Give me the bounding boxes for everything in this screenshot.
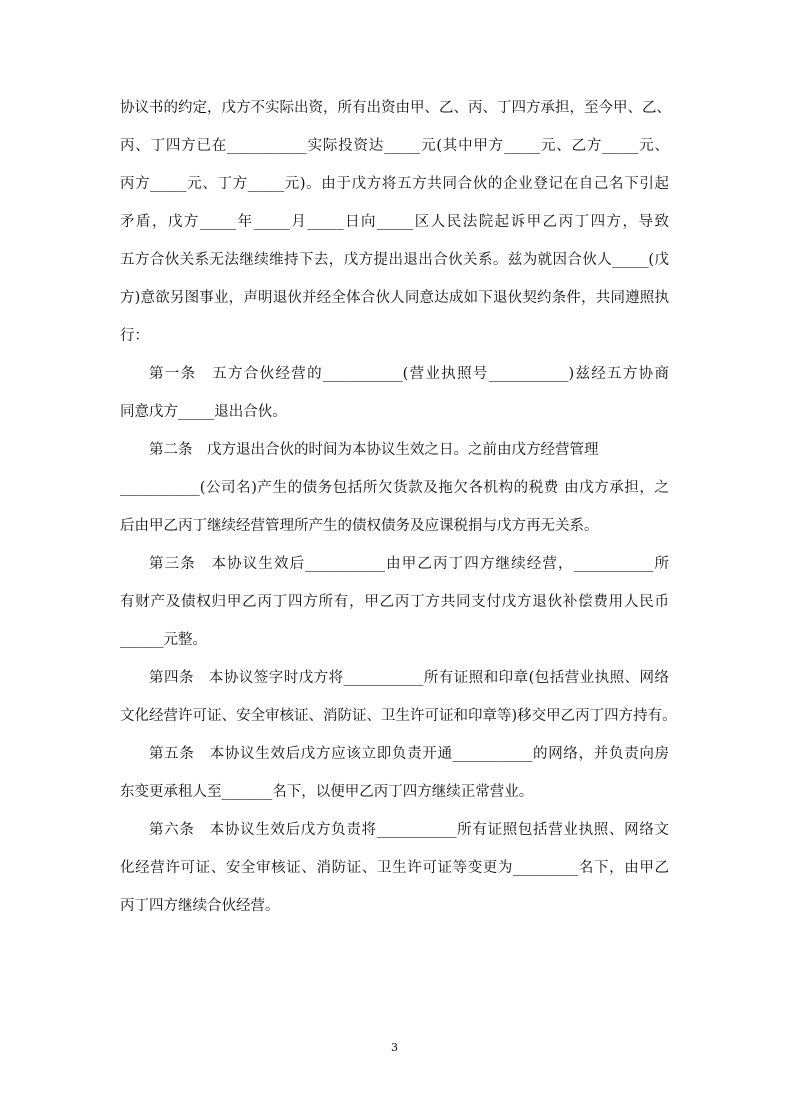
body-line: 丙、丁四方已在___________实际投资达_____元(其中甲方_____元、乙方_____元、: [120, 138, 669, 154]
body-line: 东变更承租人至_______名下，以便甲乙丙丁四方继续正常营业。: [120, 784, 534, 800]
body-line: 化经营许可证、安全审核证、消防证、卫生许可证等变更为_________名下，由甲乙: [120, 860, 669, 876]
body-line: 方)意欲另图事业，声明退伙并经全体合伙人同意达成如下退伙契约条件，共同遵照执: [120, 290, 669, 306]
body-line: 丙丁四方继续合伙经营。: [120, 898, 280, 914]
body-line: ___________(公司名)产生的债务包括所欠货款及拖欠各机构的税费 由戊方承担，之: [120, 480, 669, 496]
page-number: 3: [391, 1041, 398, 1054]
body-line: 五方合伙关系无法继续维持下去，戊方提出退出合伙关系。兹为就因合伙人_____(戊: [120, 252, 669, 268]
article-6-heading-line: 第六条 本协议生效后戊方负责将___________所有证照包括营业执照、网络文: [149, 822, 669, 838]
article-3-heading-line: 第三条 本协议生效后___________由甲乙丙丁四方继续经营，___________所: [149, 556, 669, 572]
article-2-heading-line: 第二条 戊方退出合伙的时间为本协议生效之日。之前由戊方经营管理: [149, 442, 599, 458]
article-1-heading-line: 第一条 五方合伙经营的___________(营业执照号___________)兹经五方协商: [149, 366, 669, 382]
body-line: 后由甲乙丙丁继续经营管理所产生的债权债务及应课税捐与戊方再无关系。: [120, 518, 599, 534]
body-line: 行：: [120, 328, 149, 344]
body-line: 矛盾，戊方_____年_____月_____日向_____区人民法院起诉甲乙丙丁四方，导致: [120, 214, 669, 230]
body-line: 丙方_____元、丁方_____元)。由于戊方将五方共同合伙的企业登记在自己名下引起: [120, 176, 669, 192]
body-line: 有财产及债权归甲乙丙丁四方所有，甲乙丙丁方共同支付戊方退伙补偿费用人民币: [120, 594, 669, 610]
body-line: 同意戊方_____退出合伙。: [120, 404, 287, 420]
body-line: ______元整。: [120, 632, 207, 648]
body-line: 文化经营许可证、安全审核证、消防证、卫生许可证和印章等)移交甲乙丙丁四方持有。: [120, 708, 677, 724]
body-line: 协议书的约定，戊方不实际出资，所有出资由甲、乙、丙、丁四方承担，至今甲、乙、: [120, 100, 671, 116]
article-5-heading-line: 第五条 本协议生效后戊方应该立即负责开通___________的网络，并负责向房: [149, 746, 669, 762]
document-body: [120, 98, 677, 934]
article-4-heading-line: 第四条 本协议签字时戊方将___________所有证照和印章(包括营业执照、网络: [149, 670, 669, 686]
